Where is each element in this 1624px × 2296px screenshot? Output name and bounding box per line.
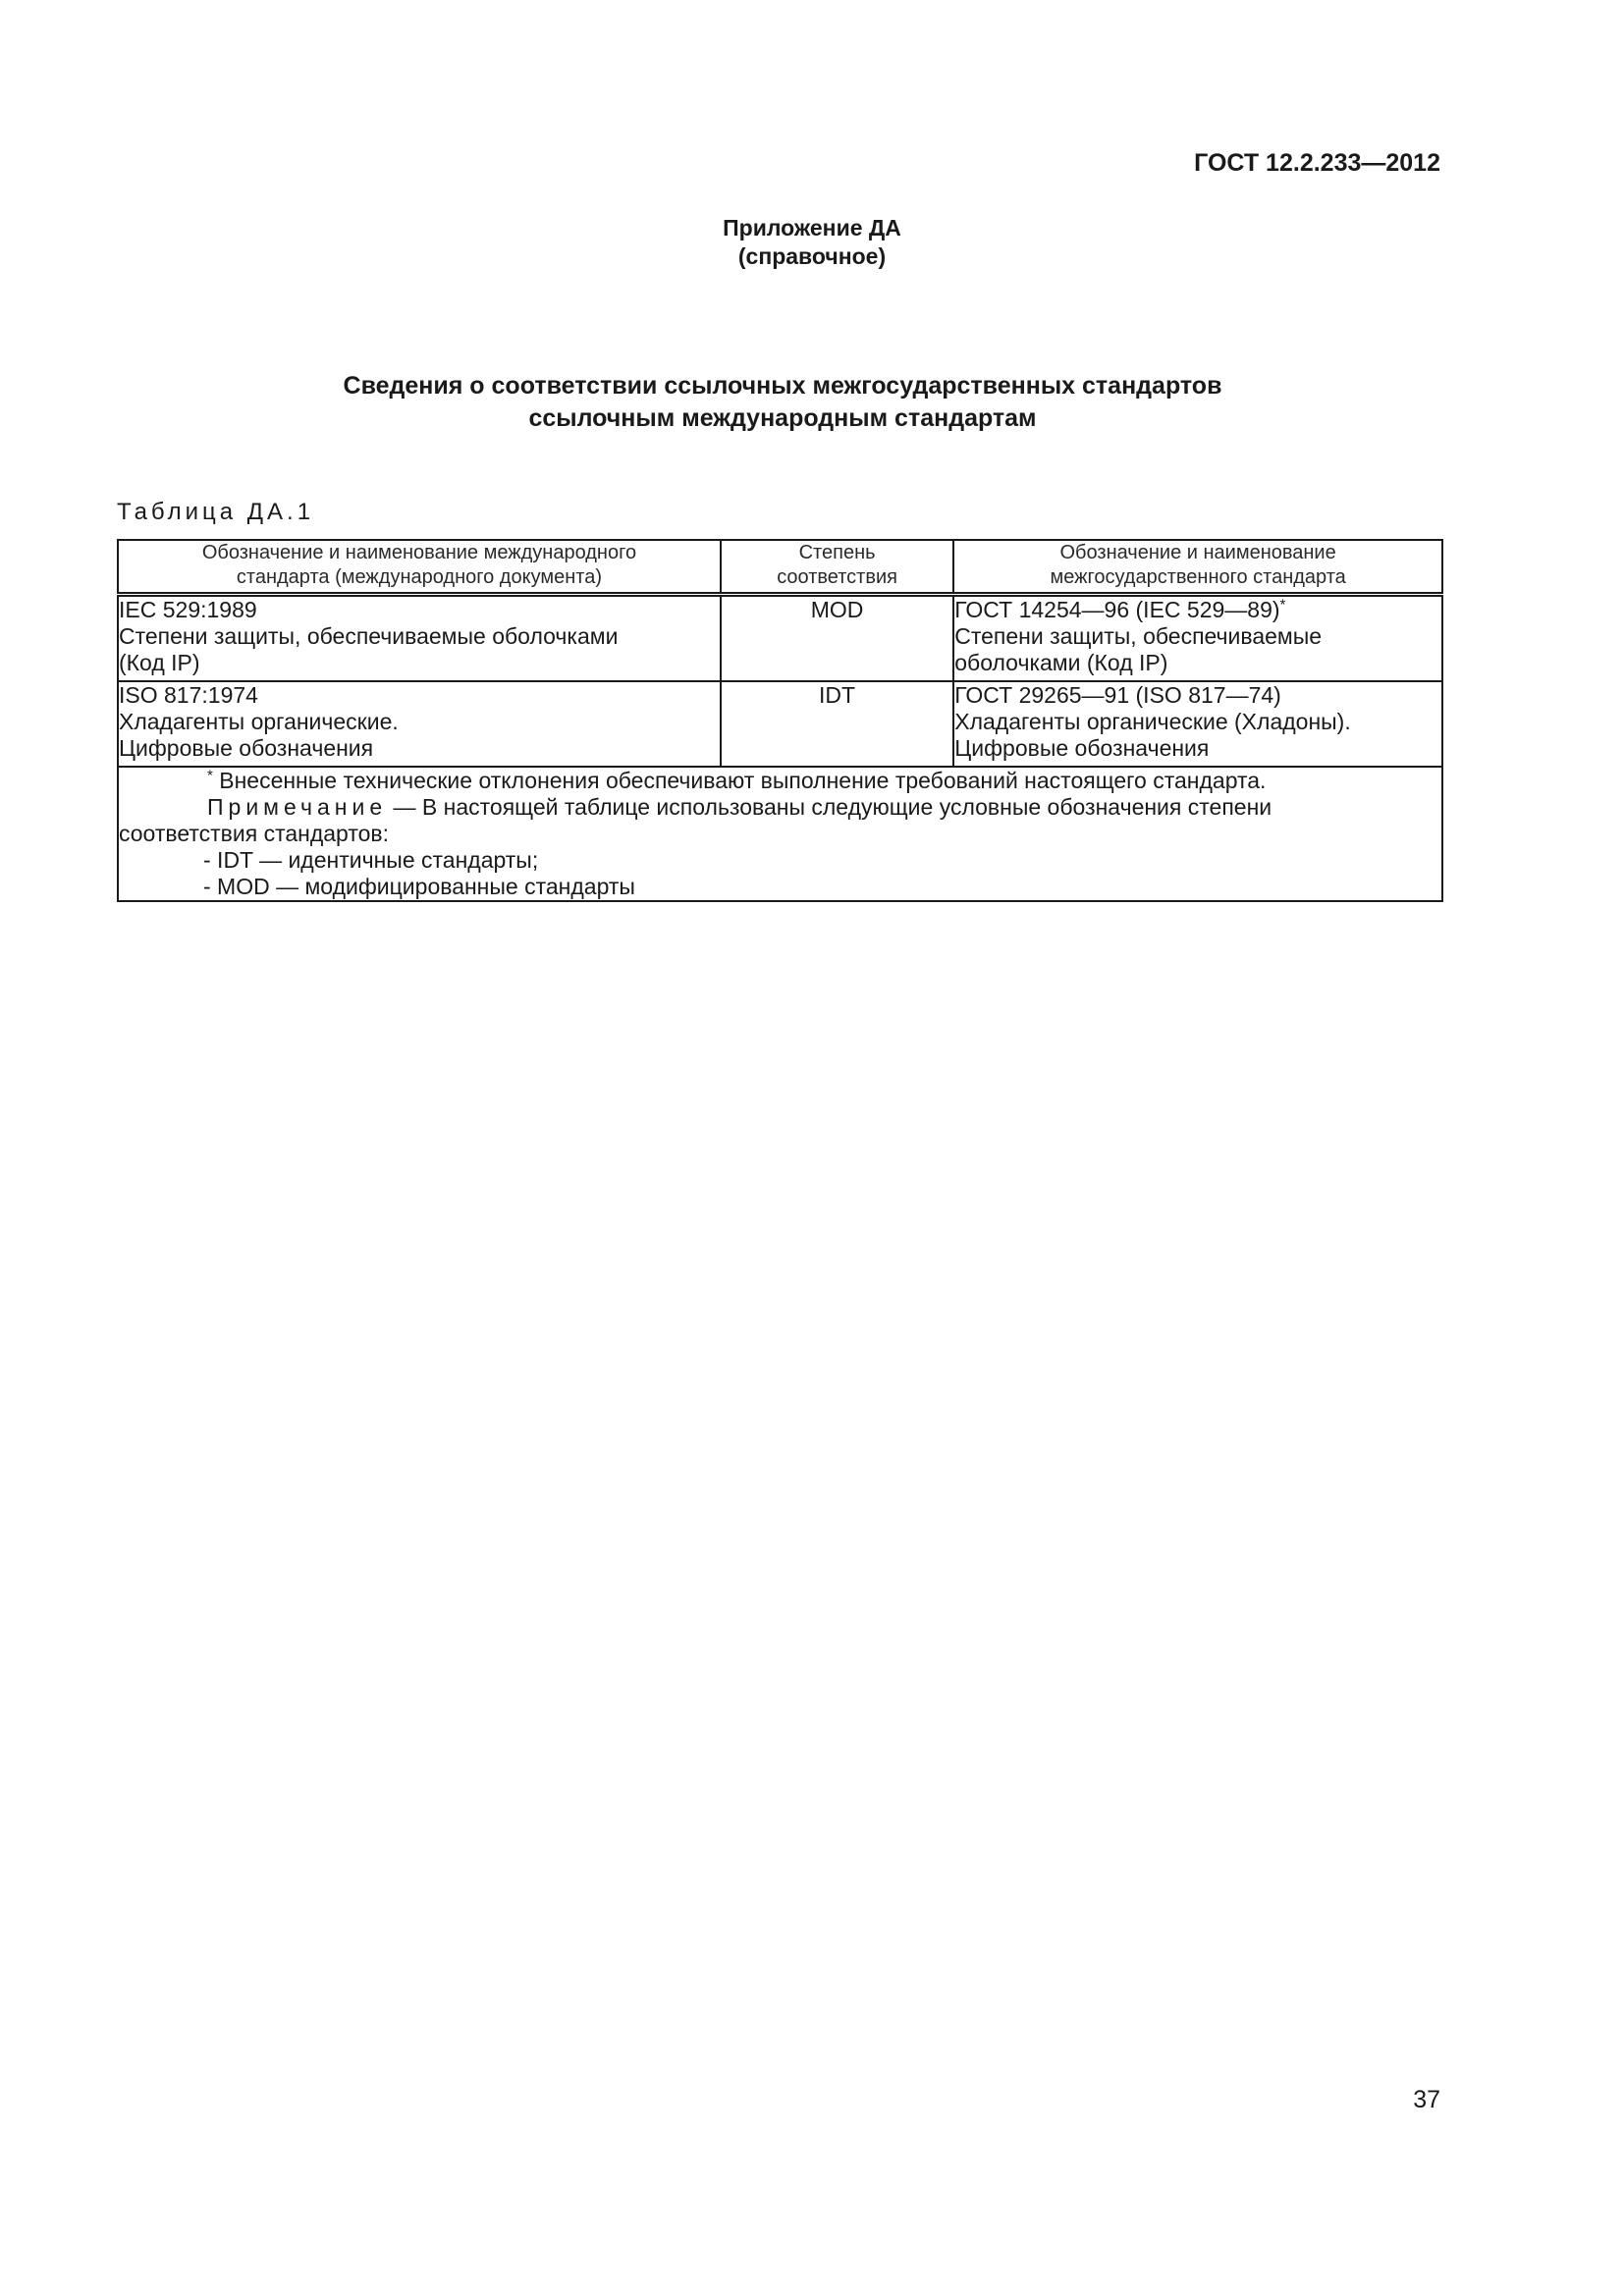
intl-name-line: Степени защиты, обеспечиваемые оболочками bbox=[119, 623, 619, 649]
intl-name-line: Хладагенты органические. bbox=[119, 709, 399, 734]
intl-code: ISO 817:1974 bbox=[119, 682, 258, 708]
footnote bbox=[119, 768, 1441, 794]
header-intl-standard bbox=[118, 540, 721, 595]
header-intl-line-1: Обозначение и наименование международного bbox=[201, 542, 637, 563]
header-intl-line-2: стандарта (международного документа) bbox=[236, 566, 602, 588]
table-notes bbox=[118, 767, 1442, 901]
gost-name-line: Цифровые обозначения bbox=[954, 735, 1210, 761]
section-title-line-1: Сведения о соответствии ссылочных межгосударственных стандартов bbox=[343, 372, 1222, 400]
gost-name-line: оболочками (Код IP) bbox=[954, 650, 1168, 675]
header-degree-line-1: Степень bbox=[798, 542, 876, 563]
degree-cell bbox=[721, 681, 953, 767]
table-row bbox=[118, 595, 1442, 682]
intl-name-line: (Код IP) bbox=[119, 650, 200, 675]
page-number: 37 bbox=[1413, 2086, 1440, 2113]
section-title bbox=[0, 370, 1565, 435]
note-label: Примечание bbox=[207, 794, 388, 820]
footnote-text: Внесенные технические отклонения обеспечивают выполнение требований настоящего стандарта. bbox=[219, 768, 1267, 793]
section-title-line-2: ссылочным международным стандартам bbox=[528, 404, 1037, 432]
intl-code: IEC 529:1989 bbox=[119, 597, 257, 622]
degree-cell bbox=[721, 595, 953, 682]
header-gost-standard bbox=[953, 540, 1442, 595]
table-notes-row bbox=[118, 767, 1442, 901]
list-item: - IDT — идентичные стандарты; bbox=[203, 847, 539, 873]
header-gost-line-1: Обозначение и наименование bbox=[1059, 542, 1336, 563]
note-paragraph bbox=[119, 794, 1441, 821]
intl-standard-cell bbox=[118, 681, 721, 767]
table-caption: Таблица ДА.1 bbox=[117, 499, 315, 525]
header-degree-line-2: соответствия bbox=[777, 566, 897, 588]
correspondence-table bbox=[117, 539, 1443, 902]
header-gost-line-2: межгосударственного стандарта bbox=[1050, 566, 1346, 588]
gost-code-line bbox=[954, 597, 1441, 623]
appendix-type: (справочное) bbox=[737, 243, 887, 269]
gost-code: ГОСТ 29265—91 (ISO 817—74) bbox=[954, 682, 1281, 708]
intl-name-line: Цифровые обозначения bbox=[119, 735, 374, 761]
list-item: - MOD — модифицированные стандарты bbox=[203, 874, 635, 899]
table-row bbox=[118, 681, 1442, 767]
gost-standard-cell bbox=[953, 681, 1442, 767]
note-text: — В настоящей таблице использованы следующие условные обозначения степени bbox=[393, 794, 1272, 820]
table-header-row bbox=[118, 540, 1442, 595]
header-degree bbox=[721, 540, 953, 595]
intl-standard-cell bbox=[118, 595, 721, 682]
note-text-continued: соответствия стандартов: bbox=[119, 821, 390, 846]
gost-code: ГОСТ 14254—96 (IEC 529—89) bbox=[954, 597, 1280, 622]
gost-name-line: Степени защиты, обеспечиваемые bbox=[954, 623, 1323, 649]
footnote-marker: * bbox=[1279, 596, 1286, 614]
degree-value: MOD bbox=[810, 597, 864, 622]
appendix-title: Приложение ДА bbox=[723, 215, 901, 240]
appendix-heading bbox=[0, 214, 1624, 271]
footnote-mark: * bbox=[207, 767, 213, 784]
gost-name-line: Хладагенты органические (Хладоны). bbox=[954, 709, 1351, 734]
gost-standard-cell bbox=[953, 595, 1442, 682]
degree-value: IDT bbox=[819, 682, 856, 708]
document-code: ГОСТ 12.2.233—2012 bbox=[1194, 149, 1440, 177]
